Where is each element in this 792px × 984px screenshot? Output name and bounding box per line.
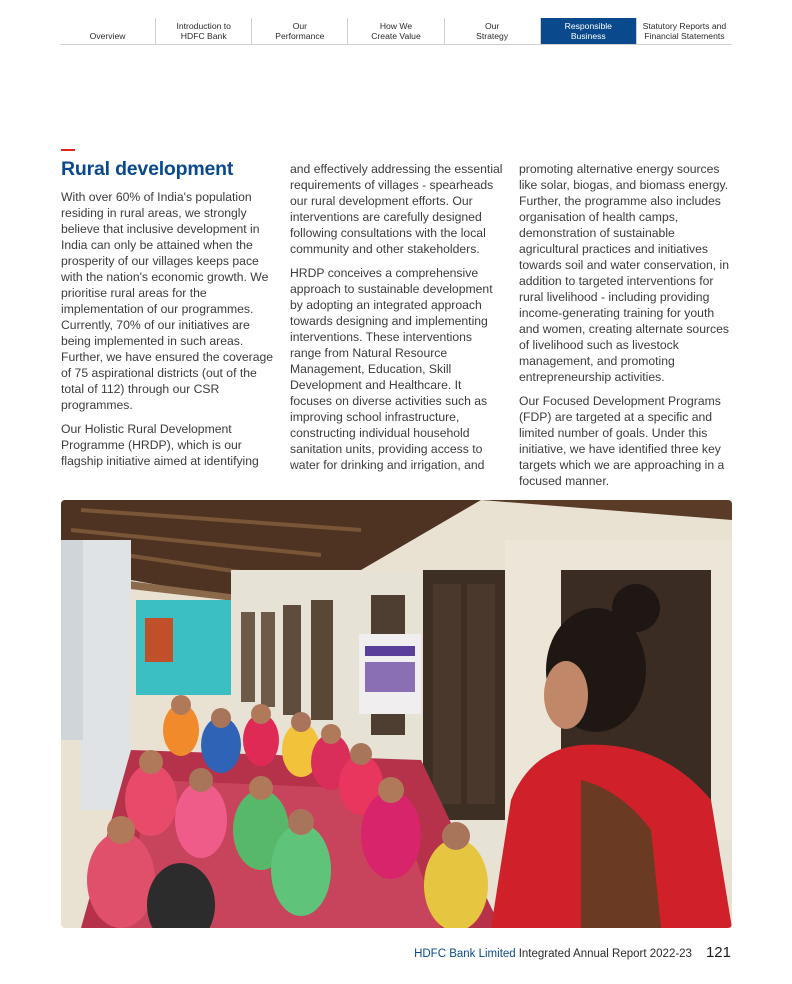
section-nav: [60, 18, 732, 45]
paragraph: and effectively addressing the essential requirements of villages - spearheads our rural development efforts. Our interventions are carefully designed following consultations with the local community and other stakeholders.: [290, 162, 503, 256]
text-column-2: [290, 161, 504, 481]
nav-tab-create-value[interactable]: How We Create Value: [347, 18, 443, 44]
heading-accent-bar: [61, 149, 75, 151]
footer-brand: HDFC Bank Limited: [414, 948, 516, 960]
nav-tab-statutory-reports[interactable]: Statutory Reports and Financial Statements: [636, 18, 732, 44]
footer-report-title: Integrated Annual Report 2022-23: [518, 948, 692, 960]
nav-tab-overview[interactable]: Overview: [89, 31, 126, 41]
nav-tab-performance[interactable]: Our Performance: [251, 18, 347, 44]
nav-tab-responsible-business[interactable]: Responsible Business: [540, 18, 636, 44]
page-number: 121: [705, 944, 731, 961]
village-meeting-photo: [61, 500, 732, 928]
paragraph: HRDP conceives a comprehensive approach to sustainable development by adopting an integrated approach towards designing and implementing interventions. These interventions range from Natural Resource Management, Education, Skill Development and Healthcare. It focuses on diverse activities such as improving school infrastructure, constructing individual household sanitation units, providing access to water for drinking and irrigation, and: [290, 266, 493, 472]
page-footer: [414, 944, 731, 961]
nav-tab-introduction[interactable]: Introduction to HDFC Bank: [155, 18, 251, 44]
nav-tab-strategy[interactable]: Our Strategy: [444, 18, 540, 44]
paragraph: With over 60% of India's population residing in rural areas, we strongly believe that inclusive development in India can only be attained when the prosperity of our villages keeps pace with the nation's economic growth. We prioritise rural areas for the implementation of our programmes. Currently, 70% of our initiatives are being implemented in such areas. Further, we have ensured the coverage of 75 aspirational districts (out of the total of 112) through our CSR programmes.: [61, 190, 274, 412]
text-column-1: [61, 189, 275, 477]
page-title: Rural development: [61, 158, 234, 180]
paragraph: Our Holistic Rural Development Programme (HRDP), which is our flagship initiative aimed at identifying: [61, 422, 259, 468]
paragraph: promoting alternative energy sources like solar, biogas, and biomass energy. Further, the programme also includes organisation of health camps, demonstration of sustainable agricultural practices and initiatives towards soil and water conservation, in addition to targeted interventions for rural livelihood - including providing income-generating training for youth and women, creating alternate sources of livelihood such as livestock management, and promoting entrepreneurship activities.: [519, 162, 730, 384]
paragraph: Our Focused Development Programs (FDP) are targeted at a specific and limited number of goals. Under this initiative, we have identified three key targets which we are approaching in a focused manner.: [519, 394, 725, 488]
text-column-3: [519, 161, 733, 497]
